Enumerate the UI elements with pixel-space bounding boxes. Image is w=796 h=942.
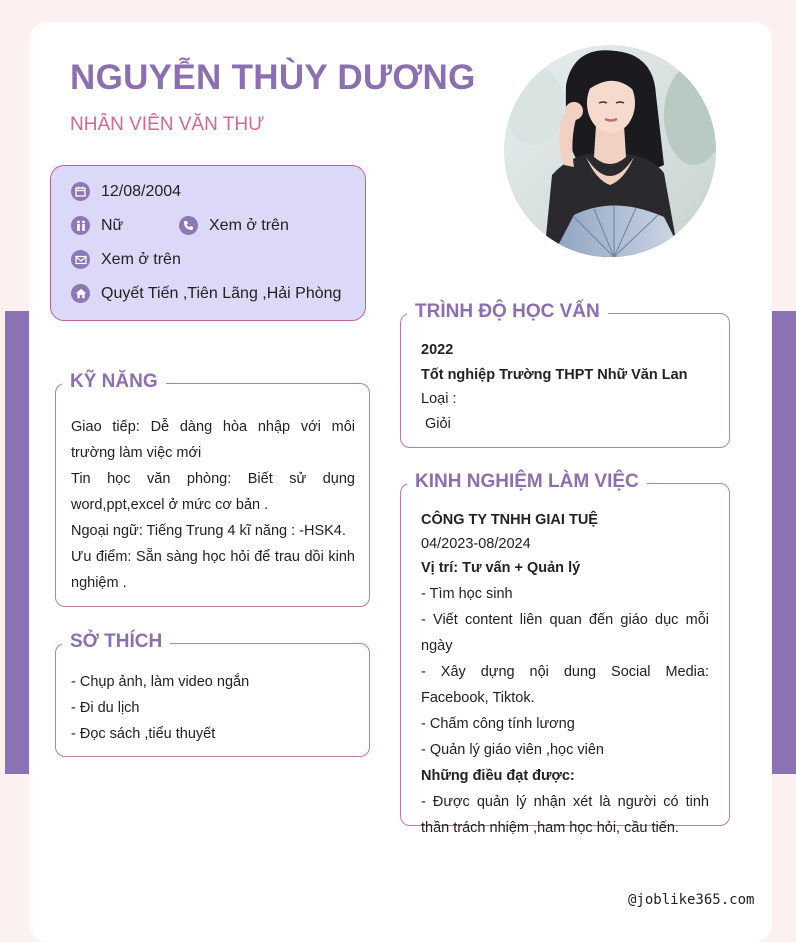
hobby-item: - Chụp ảnh, làm video ngắn [71, 674, 250, 690]
skill-item: Ngoại ngữ: Tiếng Trung 4 kĩ năng : -HSK4. [71, 523, 346, 539]
candidate-name: NGUYỄN THÙY DƯƠNG [70, 58, 476, 97]
skill-item: Ưu điểm: Sẵn sàng học hỏi để trau dồi kinh nghiệm . [71, 549, 355, 591]
gender-icon [71, 216, 90, 235]
achievements-text: - Được quản lý nhận xét là người có tinh thần trách nhiệm ,ham học hỏi, cầu tiến. [421, 794, 709, 836]
duty-item: - Quản lý giáo viên ,học viên [421, 742, 604, 758]
experience-details [421, 508, 709, 841]
hobby-item: - Đọc sách ,tiểu thuyết [71, 726, 216, 742]
skills-section [55, 371, 370, 607]
calendar-icon [71, 182, 90, 201]
education-details [421, 338, 716, 436]
skills-title: KỸ NĂNG [62, 371, 166, 393]
education-title: TRÌNH ĐỘ HỌC VẤN [407, 301, 608, 323]
email-value: Xem ở trên [101, 250, 181, 268]
birthday-row [71, 182, 181, 201]
hobby-item: - Đi du lịch [71, 700, 140, 716]
education-section [400, 301, 730, 448]
skills-list [71, 414, 355, 596]
hobbies-title: SỞ THÍCH [62, 631, 170, 653]
duty-item: - Xây dựng nội dung Social Media: Facebook, Tiktok. [421, 664, 709, 706]
gender-row [71, 216, 123, 235]
gender-value: Nữ [101, 216, 124, 234]
skill-item: Giao tiếp: Dễ dàng hòa nhập với môi trường làm việc mới [71, 419, 355, 461]
phone-row [179, 216, 289, 235]
skill-item: Tin học văn phòng: Biết sử dụng word,ppt,excel ở mức cơ bản . [71, 471, 355, 513]
work-role: Vị trí: Tư vấn + Quản lý [421, 560, 581, 576]
experience-title: KINH NGHIỆM LÀM VIỆC [407, 471, 647, 493]
education-rank-label: Loại : [421, 391, 457, 407]
duty-item: - Chấm công tính lương [421, 716, 575, 732]
profile-photo [504, 45, 716, 257]
mail-icon [71, 250, 90, 269]
duty-item: - Viết content liên quan đến giáo dục mỗi ngày [421, 612, 709, 654]
company-name: CÔNG TY TNHH GIAI TUỆ [421, 512, 598, 528]
job-title: NHÂN VIÊN VĂN THƯ [70, 114, 265, 135]
right-side-band [772, 311, 796, 774]
hobbies-list [71, 669, 355, 747]
email-row [71, 250, 181, 269]
footer-watermark: @joblike365.com [628, 892, 755, 908]
achievements-title: Những điều đạt được: [421, 768, 575, 784]
address-value: Quyết Tiến ,Tiên Lãng ,Hải Phòng [101, 284, 342, 302]
home-icon [71, 284, 90, 303]
education-school: Tốt nghiệp Trường THPT Nhữ Văn Lan [421, 366, 688, 383]
hobbies-section [55, 631, 370, 757]
birthday-value: 12/08/2004 [101, 182, 182, 200]
experience-section [400, 471, 730, 836]
address-row [71, 284, 341, 303]
phone-value: Xem ở trên [209, 216, 289, 234]
education-year: 2022 [421, 342, 454, 358]
work-period: 04/2023-08/2024 [421, 536, 531, 552]
duty-item: - Tìm học sinh [421, 586, 513, 602]
contact-info-box [50, 165, 366, 321]
education-rank: Giỏi [421, 415, 451, 432]
left-side-band [5, 311, 29, 774]
phone-icon [179, 216, 198, 235]
